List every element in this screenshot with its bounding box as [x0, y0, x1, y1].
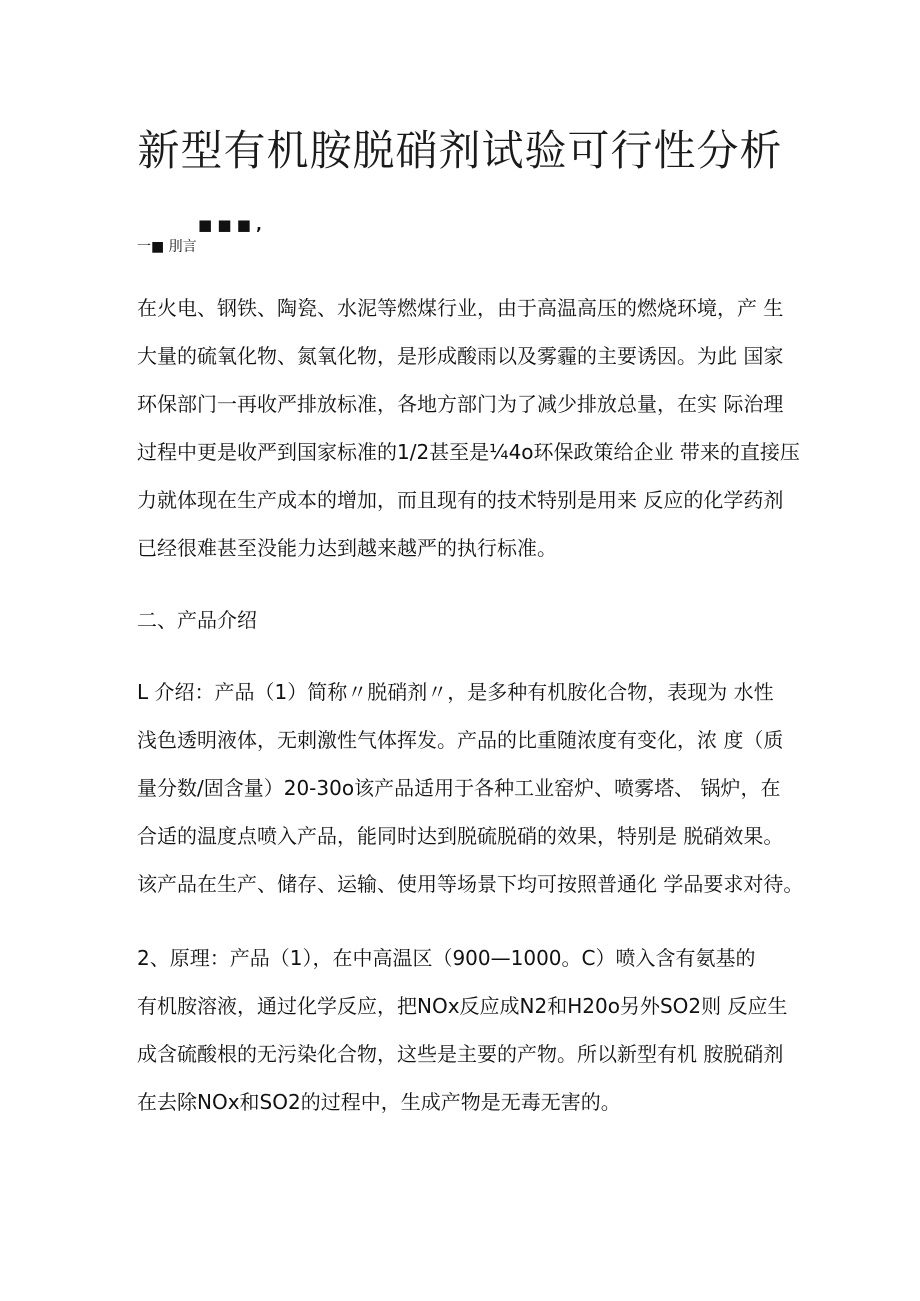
paragraph-line: 有机胺溶液，通过化学反应，把NOx反应成N2和H20o另外SO2则 反应生 — [137, 994, 788, 1018]
author-marks: ■ ■ ■ , — [198, 216, 262, 234]
section-heading-product-intro: 二、产品介绍 — [137, 608, 257, 632]
paragraph-line: 该产品在生产、储存、运输、使用等场景下均可按照普通化 学品要求对待。 — [137, 872, 804, 896]
paragraph-line: L 介绍：产品（1）简称〃脱硝剂〃，是多种有机胺化合物，表现为 水性 — [137, 680, 774, 704]
paragraph-line: 在火电、钢铁、陶瓷、水泥等燃煤行业，由于高温高压的燃烧环境，产 生 — [137, 296, 784, 320]
section-heading-preface: 一■ 刖言 — [137, 239, 197, 255]
paragraph-line: 力就体现在生产成本的增加，而且现有的技术特别是用来 反应的化学药剂 — [137, 488, 784, 512]
paragraph-line: 2、原理：产品（1），在中高温区（900—1000。C）喷入含有氨基的 — [137, 946, 756, 970]
paragraph-line: 已经很难甚至没能力达到越来越严的执行标准。 — [137, 536, 557, 560]
document-title: 新型有机胺脱硝剂试验可行性分析 — [137, 126, 783, 175]
paragraph-line: 过程中更是收严到国家标准的1/2甚至是¼4o环保政策给企业 带来的直接压 — [137, 440, 800, 464]
paragraph-line: 环保部门一再收严排放标准，各地方部门为了减少排放总量，在实 际治理 — [137, 392, 784, 416]
paragraph-line: 合适的温度点喷入产品，能同时达到脱硫脱硝的效果，特别是 脱硝效果。 — [137, 824, 784, 848]
paragraph-line: 大量的硫氧化物、氮氧化物，是形成酸雨以及雾霾的主要诱因。为此 国家 — [137, 344, 784, 368]
paragraph-line: 在去除NOx和SO2的过程中，生成产物是无毒无害的。 — [137, 1090, 621, 1114]
paragraph-line: 量分数/固含量）20-30o该产品适用于各种工业窑炉、喷雾塔、 锅炉，在 — [137, 776, 781, 800]
paragraph-line: 浅色透明液体，无刺激性气体挥发。产品的比重随浓度有变化，浓 度（质 — [137, 728, 784, 752]
paragraph-line: 成含硫酸根的无污染化合物，这些是主要的产物。所以新型有机 胺脱硝剂 — [137, 1042, 784, 1066]
paragraph-product-intro — [137, 668, 804, 908]
paragraph-background — [137, 284, 800, 572]
paragraph-principle — [137, 934, 797, 1126]
